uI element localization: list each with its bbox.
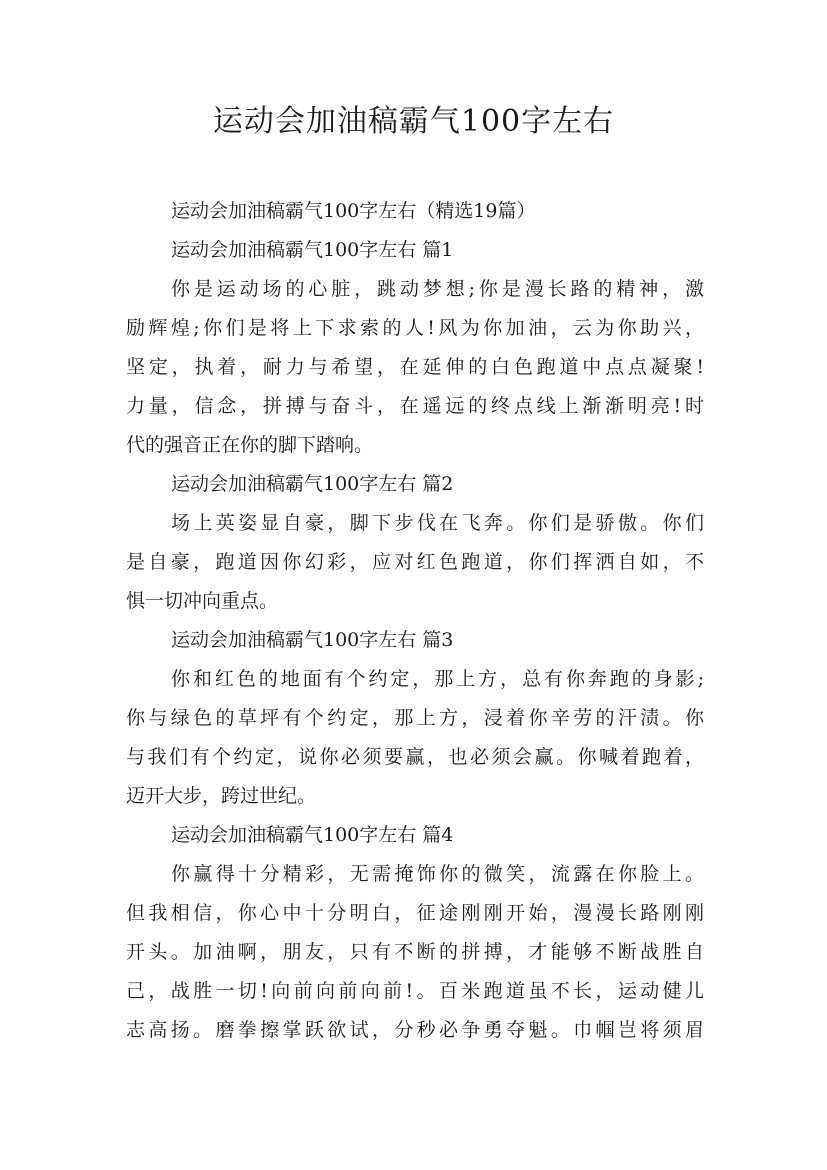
section-heading-2: 运动会加油稿霸气100字左右 篇2 <box>171 473 454 495</box>
paragraph-line: 但我相信，你心中十分明白，征途刚刚开始，漫漫长路刚刚 <box>126 902 704 924</box>
document-title: 运动会加油稿霸气100字左右 <box>212 104 615 139</box>
paragraph-line: 惧一切冲向重点。 <box>126 590 279 612</box>
paragraph-line: 力量，信念，拼搏与奋斗，在遥远的终点线上渐渐明亮!时 <box>126 395 704 417</box>
paragraph-line: 你与绿色的草坪有个约定，那上方，浸着你辛劳的汗渍。你 <box>126 707 704 729</box>
section-heading-1: 运动会加油稿霸气100字左右 篇1 <box>171 239 454 261</box>
document-body <box>126 192 704 1050</box>
section-heading-4: 运动会加油稿霸气100字左右 篇4 <box>171 824 454 846</box>
paragraph-line: 己，战胜一切!向前向前向前!。百米跑道虽不长，运动健儿 <box>126 980 704 1002</box>
paragraph-line: 你和红色的地面有个约定，那上方，总有你奔跑的身影; <box>171 668 704 690</box>
paragraph-line: 你赢得十分精彩，无需掩饰你的微笑，流露在你脸上。 <box>171 863 704 885</box>
paragraph-line: 与我们有个约定，说你必须要赢，也必须会赢。你喊着跑着， <box>126 746 704 768</box>
paragraph-line: 场上英姿显自豪，脚下步伐在飞奔。你们是骄傲。你们 <box>171 512 704 534</box>
paragraph-line: 迈开大步，跨过世纪。 <box>126 785 317 807</box>
section-heading-3: 运动会加油稿霸气100字左右 篇3 <box>171 629 454 651</box>
paragraph-line: 坚定，执着，耐力与希望，在延伸的白色跑道中点点凝聚! <box>126 356 704 378</box>
paragraph-line: 开头。加油啊，朋友，只有不断的拼搏，才能够不断战胜自 <box>126 941 704 963</box>
paragraph-line: 你是运动场的心脏，跳动梦想;你是漫长路的精神，激 <box>171 278 704 300</box>
paragraph-line: 志高扬。磨拳擦掌跃欲试，分秒必争勇夺魁。巾帼岂将须眉 <box>126 1019 704 1041</box>
paragraph-line: 励辉煌;你们是将上下求索的人!风为你加油，云为你助兴， <box>126 317 704 339</box>
paragraph-line: 是自豪，跑道因你幻彩，应对红色跑道，你们挥洒自如，不 <box>126 551 704 573</box>
subtitle-line: 运动会加油稿霸气100字左右（精选19篇） <box>171 200 536 222</box>
paragraph-line: 代的强音正在你的脚下踏响。 <box>126 434 374 456</box>
